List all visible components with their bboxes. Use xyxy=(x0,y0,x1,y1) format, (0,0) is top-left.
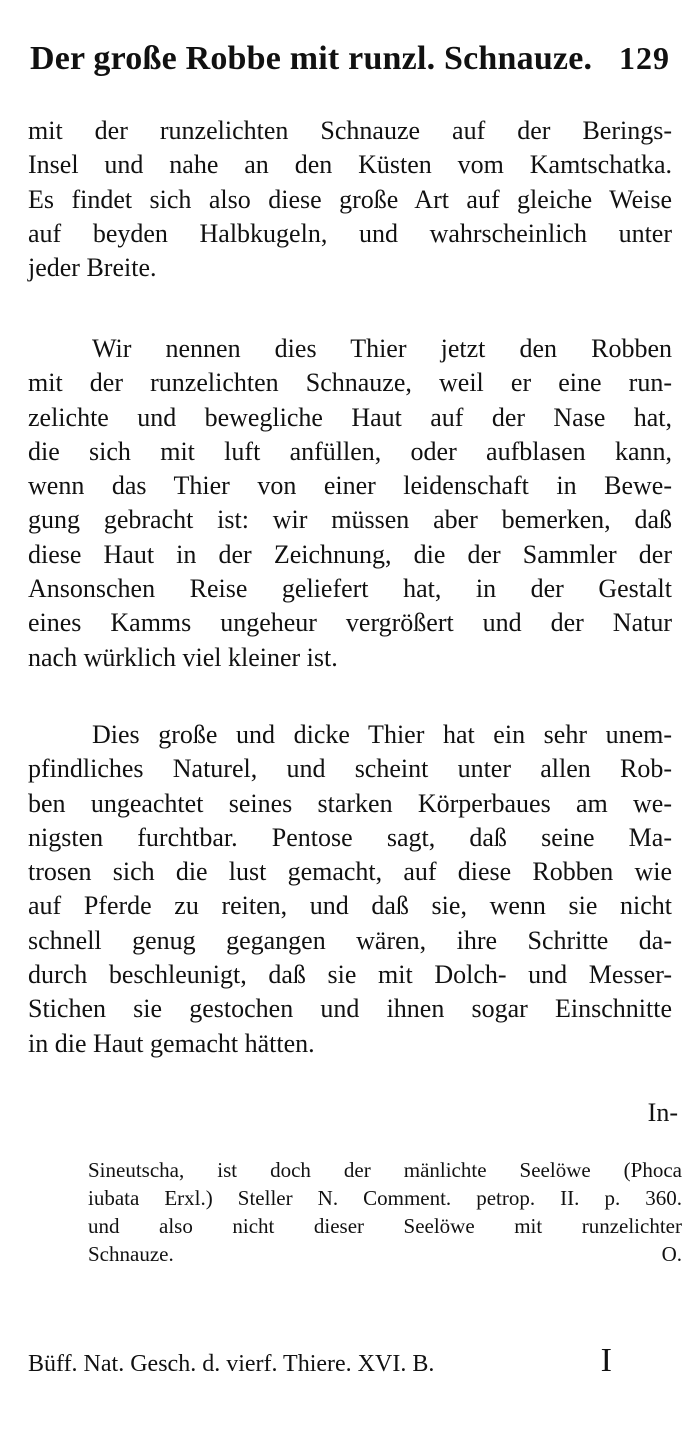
text-line: Insel und nahe an den Küsten vom Kamtschatka. xyxy=(28,150,672,180)
text-line: die sich mit luft anfüllen, oder aufblasen kann, xyxy=(28,436,672,466)
running-head xyxy=(30,40,670,90)
text-line: in die Haut gemacht hätten. xyxy=(28,1028,315,1058)
footnote xyxy=(88,1156,682,1268)
text-line: pfindliches Naturel, und scheint unter allen Rob- xyxy=(28,754,672,784)
paragraph-1 xyxy=(28,114,672,285)
signature-line xyxy=(28,1342,672,1380)
text-line: trosen sich die lust gemacht, auf diese Robben wie xyxy=(28,857,672,887)
page-number: 129 xyxy=(619,40,670,76)
text-line: mit der runzelichten Schnauze auf der Berings- xyxy=(28,116,672,145)
text-line: diese Haut in der Zeichnung, die der Sammler der xyxy=(28,539,672,569)
text-line: ben ungeachtet seines starken Körperbaues am we- xyxy=(28,788,672,818)
text-line: eines Kamms ungeheur vergrößert und der Natur xyxy=(28,608,672,638)
text-line: Stichen sie gestochen und ihnen sogar Einschnitte xyxy=(28,994,672,1024)
paragraph-3 xyxy=(28,718,672,1061)
footnote-line: und also nicht dieser Seelöwe mit runzelichter xyxy=(88,1214,682,1238)
text-line: auf beyden Halbkugeln, und wahrscheinlich unter xyxy=(28,218,672,248)
text-line: jeder Breite. xyxy=(28,253,157,283)
text-line: Dies große und dicke Thier hat ein sehr unem- xyxy=(92,720,672,749)
text-line: auf Pferde zu reiten, und daß sie, wenn sie nicht xyxy=(28,891,672,921)
signature-mark: I xyxy=(600,1342,612,1379)
text-line: gung gebracht ist: wir müssen aber bemerken, daß xyxy=(28,505,672,535)
text-line: Es findet sich also diese große Art auf gleiche Weise xyxy=(28,184,672,214)
paragraph-2 xyxy=(28,332,672,675)
text-line: nigsten furchtbar. Pentose sagt, daß seine Ma- xyxy=(28,822,672,852)
catchword: In- xyxy=(647,1098,678,1127)
text-line: durch beschleunigt, daß sie mit Dolch- und Messer- xyxy=(28,960,672,990)
footnote-line: Sineutscha, ist doch der mänlichte Seelöwe (Phoca xyxy=(88,1158,682,1182)
signature-text: Büff. Nat. Gesch. d. vierf. Thiere. XVI. B. xyxy=(28,1351,435,1377)
text-line: nach würklich viel kleiner ist. xyxy=(28,642,338,672)
text-line: Wir nennen dies Thier jetzt den Robben xyxy=(92,334,672,363)
text-line: zelichte und bewegliche Haut auf der Nase hat, xyxy=(28,402,672,432)
running-title: Der große Robbe mit runzl. Schnauze. xyxy=(30,40,593,77)
text-line: schnell genug gegangen wären, ihre Schritte da- xyxy=(28,925,672,955)
footnote-line: Schnauze. O. xyxy=(88,1242,682,1266)
text-line: wenn das Thier von einer leidenschaft in Bewe- xyxy=(28,471,672,501)
text-line: Ansonschen Reise geliefert hat, in der Gestalt xyxy=(28,574,672,604)
footnote-line: iubata Erxl.) Steller N. Comment. petrop. II. p. 360. xyxy=(88,1186,682,1210)
text-line: mit der runzelichten Schnauze, weil er eine run- xyxy=(28,368,672,398)
